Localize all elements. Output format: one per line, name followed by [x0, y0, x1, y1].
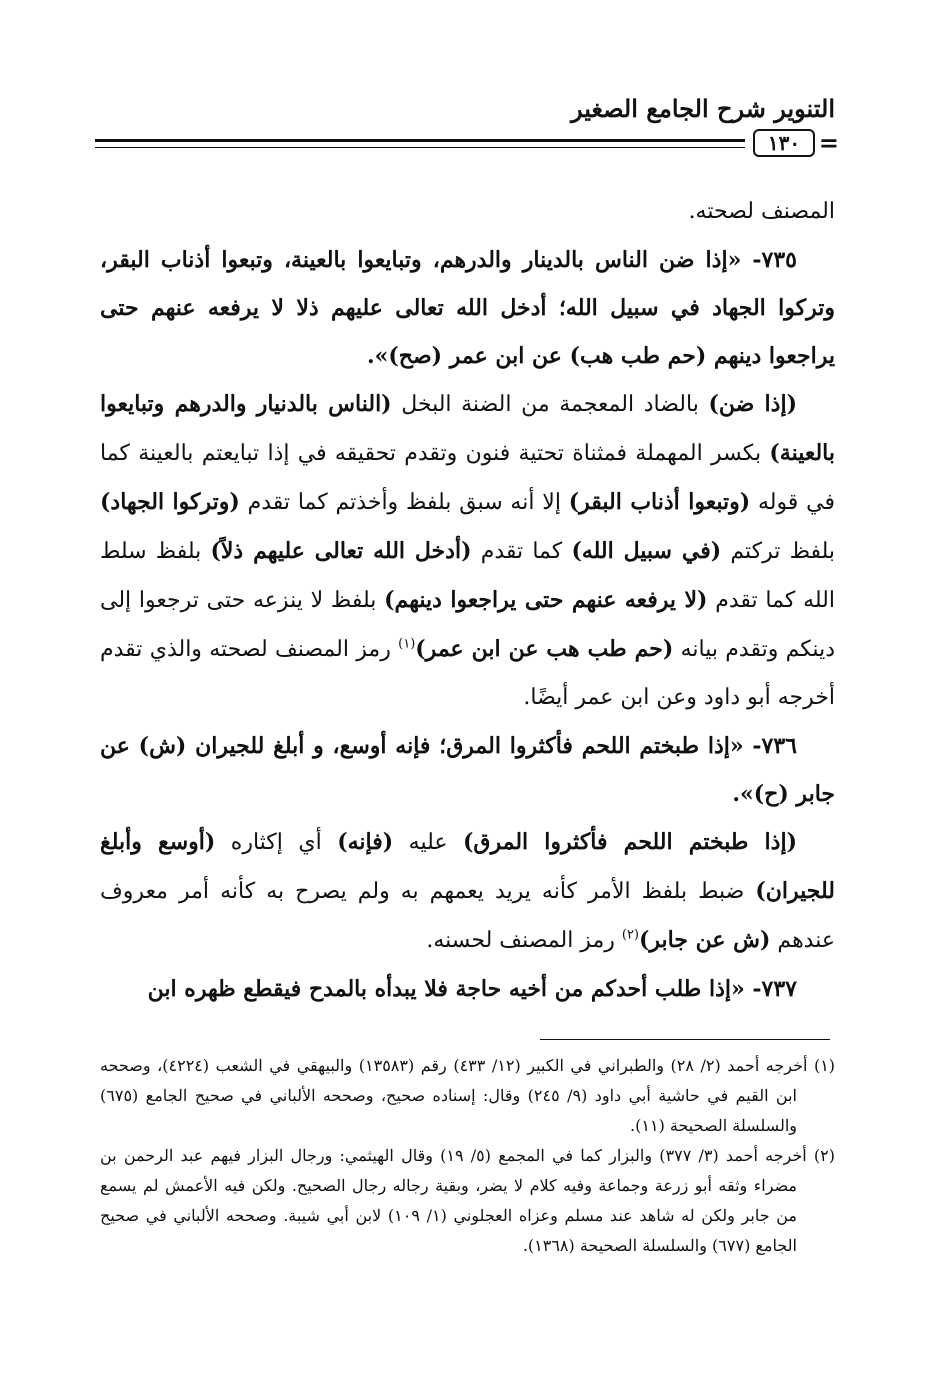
commentary-text: بلفظ تركتم [721, 539, 835, 564]
quoted-phrase: (وتبعوا أذناب البقر) [568, 489, 751, 515]
commentary-text: بلفظ سلط الله كما تقدم [100, 539, 835, 613]
commentary-736 [100, 818, 835, 965]
footnote-separator [540, 1039, 830, 1040]
hadith-735 [100, 236, 835, 380]
commentary-text: رمز المصنف لحسنه. [426, 928, 622, 953]
footnote-ref-1[interactable]: (١) [398, 636, 416, 652]
quoted-phrase: (وتركوا الجهاد) [100, 489, 240, 515]
footnote-2: (٢) أخرجه أحمد (٣/ ٣٧٧) والبزار كما في المجمع (٥/ ١٩) وقال الهيثمي: ورجال البزار فيهم عبد الرحمن بن مضراء وثقه أبو زرعة وجماعة وفيه كلام لا يضر، وبقية رجاله رجال الصحيح. ولكن فيه الأعمش لم يسمع من جابر ولكن له شاهد عند مسلم وعزاه العجلوني (١/ ١٠٩) لابن أبي شيبة. وصححه الألباني في صحيح الجامع (٦٧٧) والسلسلة الصحيحة (١٣٦٨). [100, 1146, 836, 1255]
footnote-ref-2[interactable]: (٢) [621, 927, 639, 943]
header-double-rule [95, 139, 745, 151]
running-title: التنوير شرح الجامع الصغير [571, 94, 835, 123]
quoted-phrase: (إذا ضن) [708, 391, 797, 417]
commentary-text: أي إكثاره [215, 830, 338, 855]
commentary-text: بالضاد المعجمة من الضنة البخل [391, 392, 709, 417]
hadith-737 [100, 965, 835, 1013]
quoted-phrase: (في سبيل الله) [571, 538, 722, 564]
hadith-number: ٧٣٧- [744, 976, 797, 1002]
footnote-1: (١) أخرجه أحمد (٢/ ٢٨) والطبراني في الكبير (١٢/ ٤٣٣) رقم (١٣٥٨٣) والبيهقي في الشعب (٤٢٢٤)، وصححه ابن القيم في حاشية أبي داود (٩/ ٢٤٥) وقال: إسناده صحيح، وصححه الألباني في صحيح الجامع (٦٧٥) والسلسلة الصحيحة (١١). [100, 1056, 836, 1135]
header-rule-thick [95, 139, 745, 142]
footnotes [100, 1051, 835, 1261]
main-text [100, 188, 835, 1013]
quoted-phrase: (حم طب هب عن ابن عمر) [415, 636, 674, 662]
hadith-736 [100, 722, 835, 818]
commentary-text: ضبط بلفظ الأمر كأنه يريد يعمهم به ولم يصرح به كأنه أمر معروف عندهم [100, 879, 835, 953]
header-rule-thin [95, 147, 745, 148]
quoted-phrase: (إذا طبختم اللحم فأكثروا المرق) [463, 829, 797, 855]
paragraph-continuation: المصنف لصحته. [688, 199, 835, 224]
hadith-text: «إذا طلب أحدكم من أخيه حاجة فلا يبدأه بالمدح فيقطع ظهره ابن [147, 976, 745, 1002]
commentary-text: عليه [393, 830, 463, 855]
commentary-text: بلفظ لا ينزعه حتى ترجعوا إلى دينكم وتقدم بيانه [100, 588, 835, 662]
page-number: ١٣٠ [753, 129, 815, 157]
commentary-text: كما تقدم [471, 539, 572, 564]
hadith-text: «إذا ضن الناس بالدينار والدرهم، وتبايعوا بالعينة، وتبعوا أذناب البقر، وتركوا الجهاد في سبيل الله؛ أدخل الله تعالى عليهم ذلا لا يرفعه عنهم حتى يراجعوا دينهم (حم طب هب) عن ابن عمر (صح)». [100, 247, 836, 369]
header-edge-mark: = [818, 128, 839, 157]
hadith-number: ٧٣٦- [743, 733, 797, 759]
commentary-735 [100, 380, 835, 722]
quoted-phrase: (أوسع وأبلغ للجيران) [100, 829, 835, 904]
commentary-text: بكسر المهملة فمثناة تحتية فنون وتقدم تحقيقه في إذا تبايعتم بالعينة كما في قوله [100, 441, 835, 515]
hadith-text: «إذا طبختم اللحم فأكثروا المرق؛ فإنه أوسع، و أبلغ للجيران (ش) عن جابر (ح)». [100, 733, 835, 807]
quoted-phrase: (فإنه) [337, 829, 394, 855]
hadith-number: ٧٣٥- [741, 247, 797, 273]
quoted-phrase: (ش عن جابر) [639, 927, 771, 953]
quoted-phrase: (أدخل الله تعالى عليهم ذلاً) [210, 538, 472, 564]
commentary-text: رمز المصنف لصحته والذي تقدم أخرجه أبو داود وعن ابن عمر أيضًا. [100, 637, 835, 710]
commentary-text: إلا أنه سبق بلفظ وأخذتم كما تقدم [239, 490, 569, 515]
quoted-phrase: (الناس بالدنيار والدرهم وتبايعوا بالعينة) [100, 391, 835, 466]
quoted-phrase: (لا يرفعه عنهم حتى يراجعوا دينهم) [384, 587, 708, 613]
